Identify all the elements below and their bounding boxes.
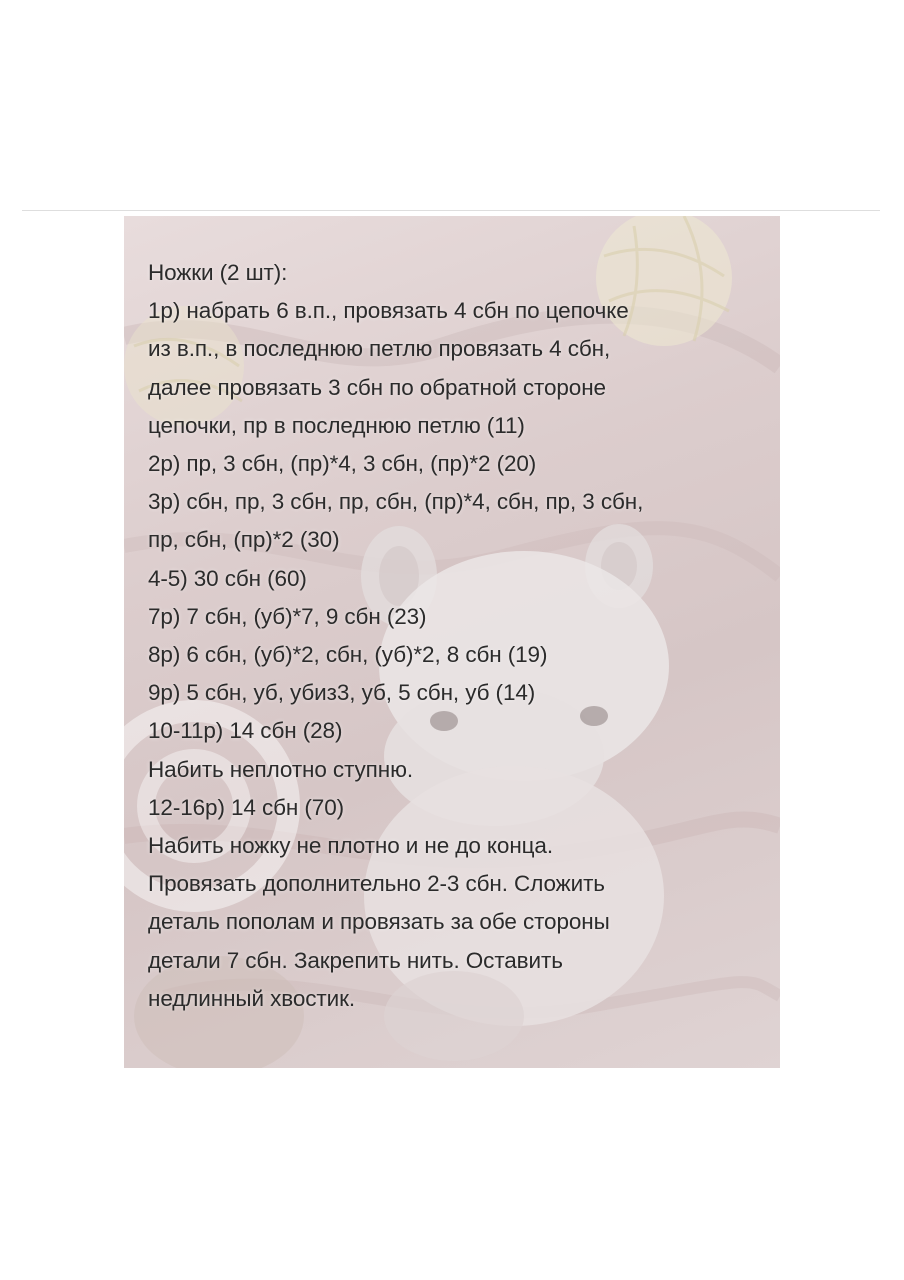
pattern-line: пр, сбн, (пр)*2 (30) [148, 527, 340, 553]
pattern-line: 8р) 6 сбн, (уб)*2, сбн, (уб)*2, 8 сбн (19) [148, 642, 548, 668]
pattern-line: далее провязать 3 сбн по обратной стороне [148, 374, 606, 400]
pattern-line: Набить неплотно ступню. [148, 756, 414, 782]
pattern-photo [124, 216, 780, 1068]
pattern-line: цепочки, пр в последнюю петлю (11) [148, 412, 525, 438]
pattern-line: 4-5) 30 сбн (60) [148, 565, 307, 591]
pattern-line: недлинный хвостик. [148, 985, 355, 1011]
pattern-line: 1р) набрать 6 в.п., провязать 4 сбн по цепочке [148, 298, 629, 324]
pattern-line: 10-11р) 14 сбн (28) [148, 718, 343, 744]
pattern-line: Ножки (2 шт): [148, 260, 288, 285]
pattern-line: 7р) 7 сбн, (уб)*7, 9 сбн (23) [148, 603, 427, 629]
pattern-line: 9р) 5 сбн, уб, убиз3, уб, 5 сбн, уб (14) [148, 680, 536, 706]
pattern-instructions [148, 254, 768, 1018]
pattern-line: Набить ножку не плотно и не до конца. [148, 833, 553, 859]
pattern-line: из в.п., в последнюю петлю провязать 4 сбн, [148, 336, 611, 362]
pattern-line: Провязать дополнительно 2-3 сбн. Сложить [148, 871, 605, 897]
pattern-line: детали 7 сбн. Закрепить нить. Оставить [148, 947, 563, 973]
divider-line [22, 210, 880, 211]
pattern-line: 3р) сбн, пр, 3 сбн, пр, сбн, (пр)*4, сбн, пр, 3 сбн, [148, 489, 644, 515]
pattern-line: 2р) пр, 3 сбн, (пр)*4, 3 сбн, (пр)*2 (20) [148, 451, 537, 477]
pattern-line: 12-16р) 14 сбн (70) [148, 794, 345, 820]
pattern-line: деталь пополам и провязать за обе стороны [148, 909, 610, 935]
